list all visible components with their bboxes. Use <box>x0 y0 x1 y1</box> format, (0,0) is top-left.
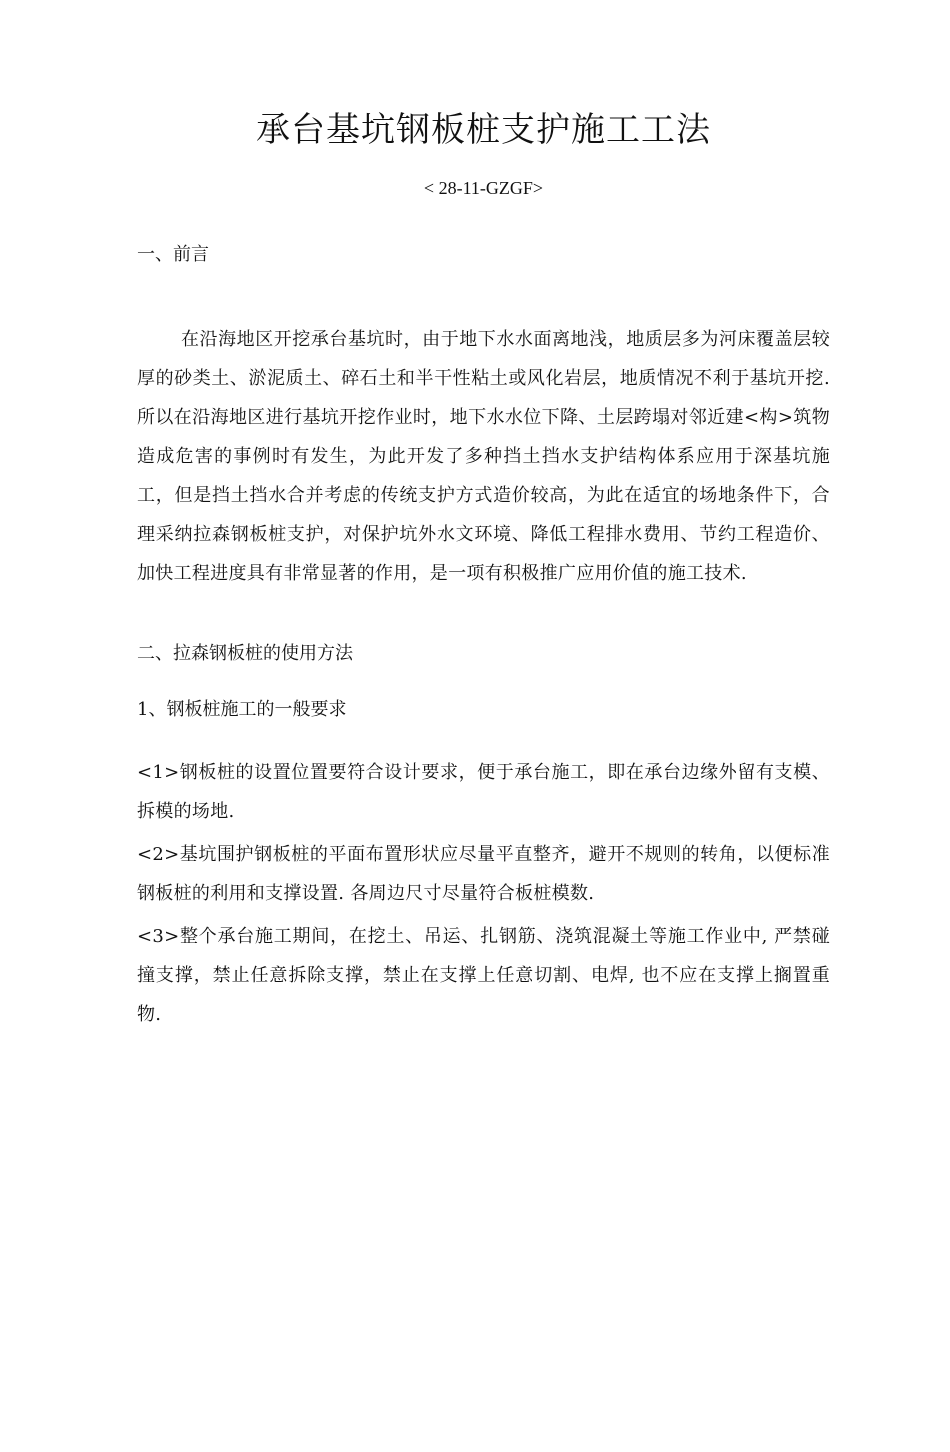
requirement-item-2: <2>基坑围护钢板桩的平面布置形状应尽量平直整齐，避开不规则的转角，以便标准钢板桩的利用和支撑设置. 各周边尺寸尽量符合板桩模数. <box>137 844 830 904</box>
intro-paragraph: 在沿海地区开挖承台基坑时，由于地下水水面离地浅，地质层多为河床覆盖层较厚的砂类土、淤泥质土、碎石土和半干性粘土或风化岩层，地质情况不利于基坑开挖. 所以在沿海地区进行基坑开挖作业时，地下水水位下降、土层跨塌对邻近建<构>筑物造成危害的事例时有发生，为此开发了多种挡土挡水支护结构体系应用于深基坑施工，但是挡土挡水合并考虑的传统支护方式造价较高，为此在适宜的场地条件下，合理采纳拉森钢板桩支护，对保护坑外水文环境、降低工程排水费用、节约工程造价、加快工程进度具有非常显著的作用，是一项有积极推广应用价值的施工技术. <box>137 329 830 584</box>
section-heading-methods: 二、拉森钢板桩的使用方法 <box>137 643 353 664</box>
requirement-item-3: <3>整个承台施工期间，在挖土、吊运、扎钢筋、浇筑混凝土等施工作业中, 严禁碰撞支撑，禁止任意拆除支撑，禁止在支撑上任意切割、电焊, 也不应在支撑上搁置重物. <box>137 926 830 1025</box>
document-code: < 28-11-GZGF> <box>423 178 544 198</box>
requirement-item-1: <1>钢板桩的设置位置要符合设计要求，便于承台施工，即在承台边缘外留有支模、拆模的场地. <box>137 762 830 822</box>
document-title: 承台基坑钢板桩支护施工工法 <box>256 110 711 150</box>
section-heading-preface: 一、前言 <box>137 244 209 265</box>
document-page <box>0 108 950 1452</box>
subsection-heading-general-requirements: 1、钢板桩施工的一般要求 <box>137 699 347 720</box>
